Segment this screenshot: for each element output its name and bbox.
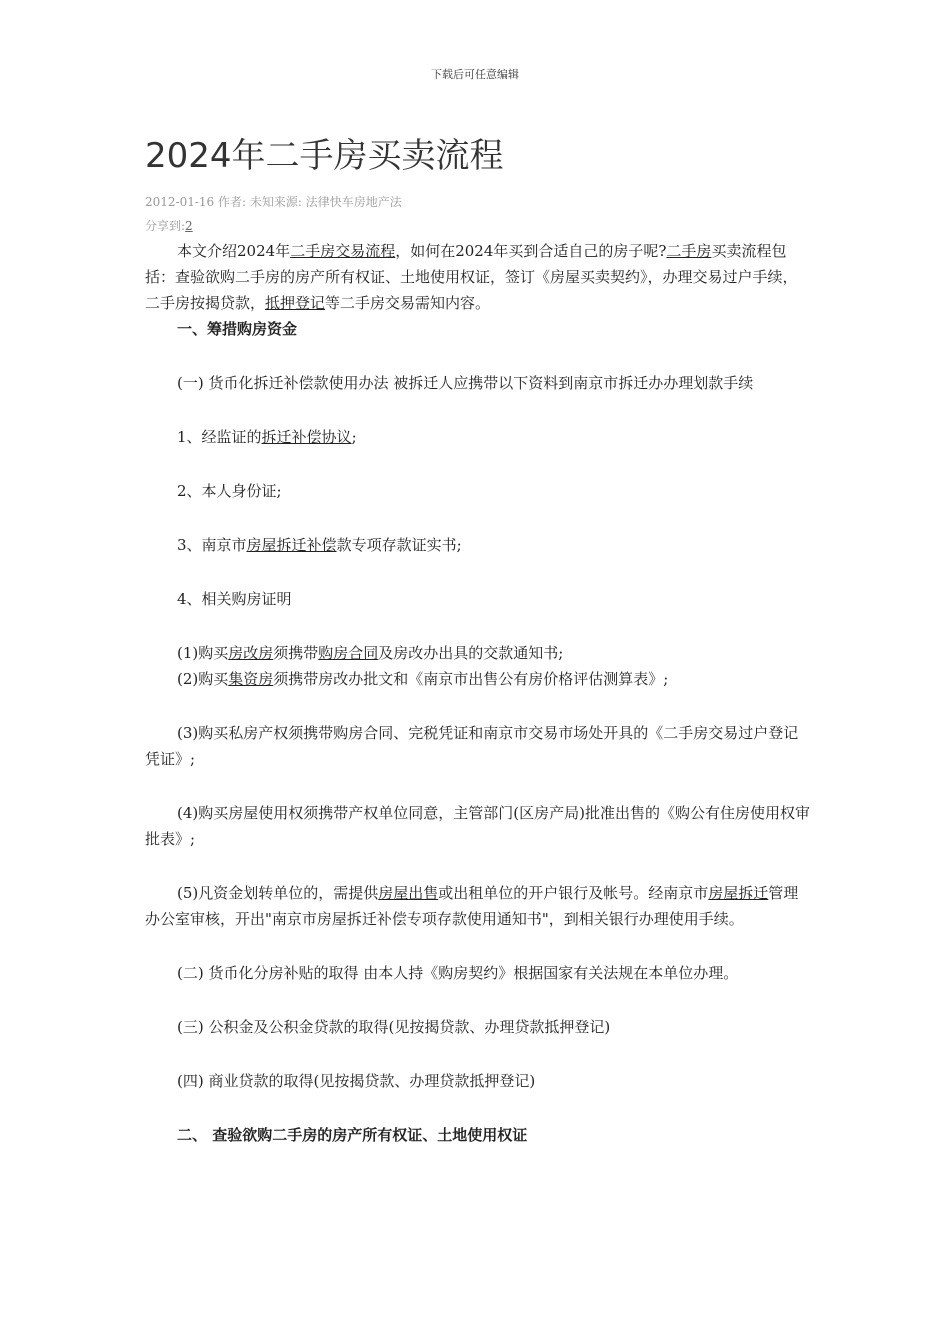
link-secondhand-house[interactable]: 二手房 [666, 242, 712, 260]
page-title: 2024年二手房买卖流程 [145, 136, 504, 176]
sub-item: (2)购买集资房须携带房改办批文和《南京市出售公有房价格评估测算表》; [177, 670, 669, 688]
article-body [145, 238, 810, 1148]
section-heading-2: 二、 查验欲购二手房的房产所有权证、土地使用权证 [177, 1126, 528, 1144]
link-house-demolition[interactable]: 房屋拆迁 [708, 884, 769, 902]
list-item: 4、相关购房证明 [177, 590, 292, 608]
share-label: 分享到: [145, 219, 186, 233]
link-house-sale[interactable]: 房屋出售 [378, 884, 439, 902]
share-row [145, 217, 193, 234]
list-item: 3、南京市房屋拆迁补偿款专项存款证实书; [177, 536, 462, 554]
paragraph-one: (一) 货币化拆迁补偿款使用办法 被拆迁人应携带以下资料到南京市拆迁办办理划款手续 [177, 374, 754, 392]
article-meta: 2012-01-16 作者: 未知来源: 法律快车房地产法 [145, 195, 402, 209]
page-header-note: 下载后可任意编辑 [431, 68, 519, 81]
sub-item: (3)购买私房产权须携带购房合同、完税凭证和南京市交易市场处开具的《二手房交易过户登记凭证》; [145, 724, 799, 768]
paragraph-three: (三) 公积金及公积金贷款的取得(见按揭贷款、办理贷款抵押登记) [177, 1018, 611, 1036]
paragraph-four: (四) 商业贷款的取得(见按揭贷款、办理贷款抵押登记) [177, 1072, 536, 1090]
sub-item: (5)凡资金划转单位的，需提供房屋出售或出租单位的开户银行及帐号。经南京市房屋拆迁管理办公室审核，开出"南京市房屋拆迁补偿专项存款使用通知书"，到相关银行办理使用手续。 [145, 884, 799, 928]
sub-item: (4)购买房屋使用权须携带产权单位同意，主管部门(区房产局)批准出售的《购公有住房使用权审批表》; [145, 804, 810, 848]
share-count-link[interactable]: 2 [185, 219, 193, 233]
paragraph-two: (二) 货币化分房补贴的取得 由本人持《购房契约》根据国家有关法规在本单位办理。 [177, 964, 739, 982]
link-demolition-compensation-agreement[interactable]: 拆迁补偿协议 [261, 428, 352, 446]
link-house-demolition-compensation[interactable]: 房屋拆迁补偿 [246, 536, 337, 554]
section-heading-1: 一、筹措购房资金 [177, 320, 298, 338]
link-pooled-fund-housing[interactable]: 集资房 [228, 670, 274, 688]
sub-item: (1)购买房改房须携带购房合同及房改办出具的交款通知书; [177, 644, 564, 662]
link-purchase-contract[interactable]: 购房合同 [318, 644, 379, 662]
link-mortgage-registration[interactable]: 抵押登记 [265, 294, 326, 312]
intro-paragraph: 本文介绍2024年二手房交易流程，如何在2024年买到合适自己的房子呢?二手房买卖流程包括：查验欲购二手房的房产所有权证、土地使用权证，签订《房屋买卖契约》，办理交易过户手续，二手房按揭贷款，抵押登记等二手房交易需知内容。 [145, 242, 798, 312]
list-item: 2、本人身份证; [177, 482, 282, 500]
list-item: 1、经监证的拆迁补偿协议; [177, 428, 357, 446]
link-secondhand-trade-process[interactable]: 二手房交易流程 [290, 242, 396, 260]
link-reform-housing[interactable]: 房改房 [228, 644, 274, 662]
